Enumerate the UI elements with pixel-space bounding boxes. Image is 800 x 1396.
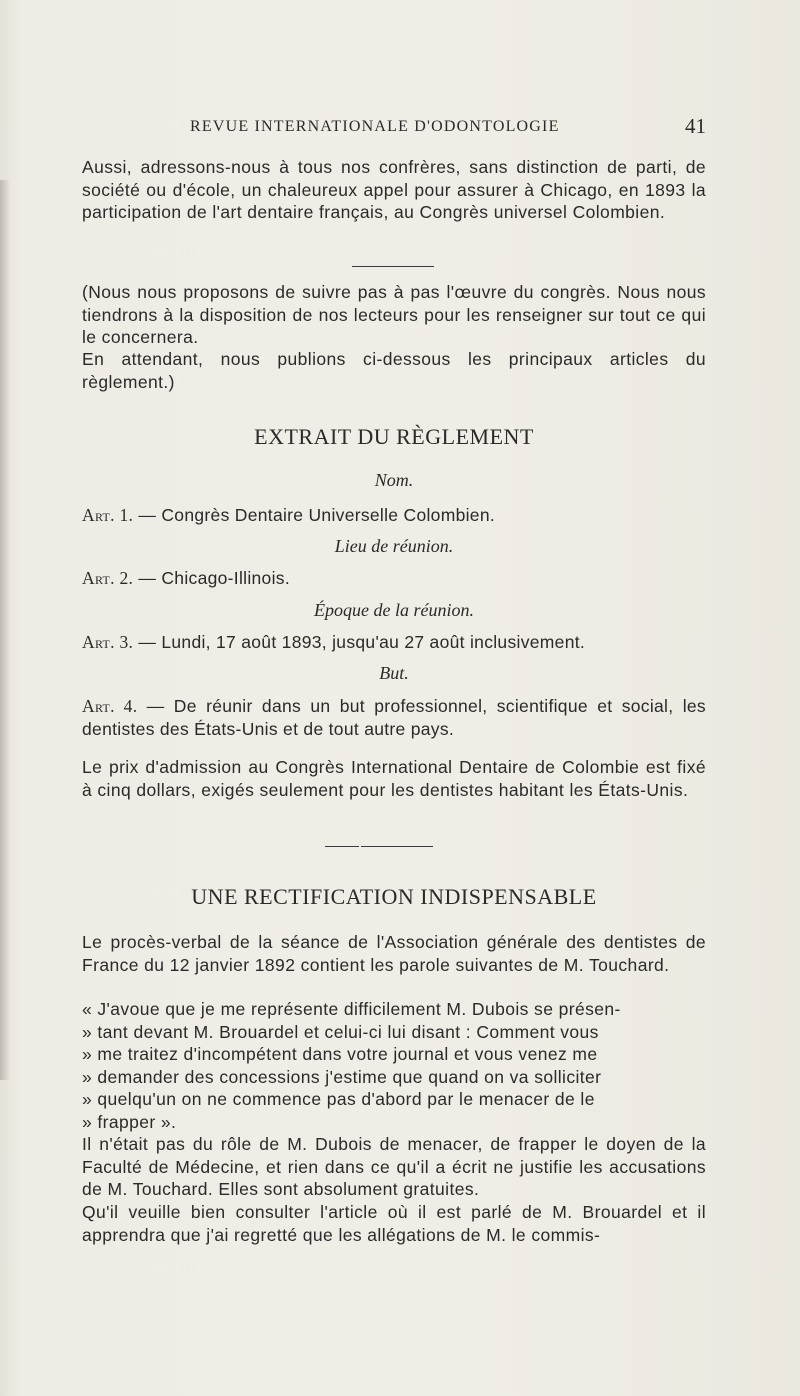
rectification-paragraph-2: Il n'était pas du rôle de M. Dubois de menacer, de frapper le doyen de la Faculté de Médecine, et rien dans ce qu'il a écrit ne justifie les accusations de M. Touchard. Elles sont absolument gratuites. [82, 1134, 706, 1199]
quote-line: » me traitez d'incompétent dans votre journal et vous venez me [82, 1044, 598, 1064]
article-label: Art. 3. [82, 632, 134, 652]
running-header [190, 114, 706, 142]
article-text: — Congrès Dentaire Universelle Colombien. [138, 505, 496, 525]
article-label: Art. 2. [82, 568, 134, 588]
quote-line: » tant devant M. Brouardel et celui-ci lui disant : Comment vous [82, 1021, 599, 1042]
article-label: Art. 1. [82, 505, 134, 525]
journal-title: REVUE INTERNATIONALE D'ODONTOLOGIE [190, 118, 560, 135]
divider-right [361, 846, 433, 847]
article-label: Art. 4. [82, 696, 138, 716]
note-paragraph-1: (Nous nous proposons de suivre pas à pas l'œuvre du congrès. Nous nous tiendrons à la disposition de nos lecteurs pour les renseigner sur tout ce qui le concernera. [82, 282, 706, 347]
quote-line: » quelqu'un on ne commence pas d'abord par le menacer de le [82, 1089, 595, 1109]
page-number: 41 [685, 114, 706, 138]
section-heading-lieu: Lieu de réunion. [334, 536, 454, 556]
short-divider [352, 266, 434, 267]
quote-block [82, 998, 706, 1133]
quote-line: » frapper ». [82, 1111, 177, 1132]
note-paragraph-2: En attendant, nous publions ci-dessous les principaux articles du règlement.) [82, 349, 706, 392]
article-3 [82, 631, 706, 654]
divider-left [325, 846, 359, 847]
prix-paragraph: Le prix d'admission au Congrès International Dentaire de Colombie est fixé à cinq dollars, exigés seulement pour les dentistes habitant les États-Unis. [82, 757, 706, 800]
article-4 [82, 695, 706, 740]
rectification-intro: Le procès-verbal de la séance de l'Association générale des dentistes de France du 12 janvier 1892 contient les parole suivantes de M. Touchard. [82, 932, 706, 975]
quote-line: « J'avoue que je me représente difficilement M. Dubois se présen- [82, 999, 621, 1019]
quote-line: » demander des concessions j'estime que quand on va solliciter [82, 1066, 602, 1087]
intro-paragraph: Aussi, adressons-nous à tous nos confrères, sans distinction de parti, de société ou d'école, un chaleureux appel pour assurer à Chicago, en 1893 la participation de l'art dentaire français, au Congrès universel Colombien. [82, 157, 706, 222]
rectification-title: UNE RECTIFICATION INDISPENSABLE [191, 884, 597, 909]
extrait-title: EXTRAIT DU RÈGLEMENT [254, 424, 534, 449]
article-1 [82, 504, 706, 527]
rectification-paragraph-3: Qu'il veuille bien consulter l'article où il est parlé de M. Brouardel et il apprendra que j'ai regretté que les allégations de M. le commis- [82, 1202, 706, 1245]
page-binding-shadow [0, 180, 10, 1080]
section-heading-epoque: Époque de la réunion. [314, 600, 474, 620]
article-text: — De réunir dans un but professionnel, scientifique et social, les dentistes des États-Unis et de tout autre pays. [82, 696, 706, 739]
section-heading-nom: Nom. [374, 470, 414, 490]
article-text: — Chicago-Illinois. [138, 568, 290, 588]
section-heading-but: But. [379, 663, 409, 683]
article-2 [82, 567, 706, 590]
article-text: — Lundi, 17 août 1893, jusqu'au 27 août inclusivement. [138, 632, 586, 652]
